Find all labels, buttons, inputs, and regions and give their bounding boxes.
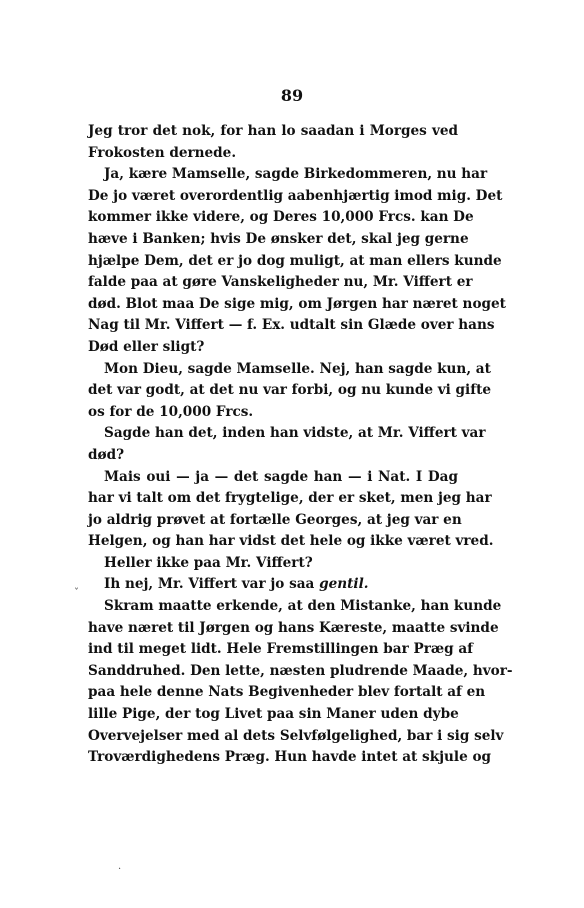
margin-speck: ˇ <box>74 588 79 599</box>
page-number: 89 <box>280 86 304 105</box>
text-line: Sanddruhed. Den lette, næsten pludrende Maade, hvor- <box>88 662 513 679</box>
text-line: Jeg tror det nok, for han lo saadan i Morges ved <box>88 123 458 139</box>
text-line: Død eller sligt? <box>88 338 205 355</box>
text-line: os for de 10,000 Frcs. <box>88 403 254 420</box>
text-line: hjælpe Dem, det er jo dog muligt, at man ellers kunde <box>88 252 502 269</box>
italic-word: gentil. <box>319 576 369 593</box>
text-line: Troværdighedens Præg. Hun havde intet at skjule og <box>88 749 492 766</box>
text-line: Mais oui — ja — det sagde han — i Nat. I Dag <box>104 468 458 485</box>
text-line: De jo været overordentlig aabenhjærtig imod mig. Det <box>88 187 503 204</box>
text-line: Sagde han det, inden han vidste, at Mr. Viffert var <box>104 425 486 442</box>
text-line: ind til meget lidt. Hele Fremstillingen bar Præg af <box>88 641 474 658</box>
text-line: Heller ikke paa Mr. Viffert? <box>104 554 313 571</box>
text-line: død? <box>88 446 125 463</box>
text-line: Skram maatte erkende, at den Mistanke, han kunde <box>104 598 502 615</box>
scan-speck: · <box>118 864 122 875</box>
body-text <box>88 121 513 769</box>
text-line: have næret til Jørgen og hans Kæreste, maatte svinde <box>88 619 499 636</box>
text-line: jo aldrig prøvet at fortælle Georges, at jeg var en <box>88 511 462 528</box>
text-line: det var godt, at det nu var forbi, og nu kunde vi gifte <box>88 382 492 399</box>
text-line: Overvejelser med al dets Selvfølgelighed, bar i sig selv <box>88 727 504 744</box>
text-line: Ja, kære Mamselle, sagde Birkedommeren, nu har <box>104 166 488 183</box>
text-line: Helgen, og han har vidst det hele og ikke været vred. <box>88 533 494 550</box>
text-line: Mon Dieu, sagde Mamselle. Nej, han sagde kun, at <box>104 360 491 377</box>
text-line: hæve i Banken; hvis De ønsker det, skal jeg gerne <box>88 230 469 247</box>
text-line: har vi talt om det frygtelige, der er sket, men jeg har <box>88 490 492 507</box>
text-line: Ih nej, Mr. Viffert var jo saa gentil. <box>104 576 369 593</box>
text-line: falde paa at gøre Vanskeligheder nu, Mr. Viffert er <box>88 274 473 291</box>
text-line: Frokosten dernede. <box>88 144 237 161</box>
text-line: lille Pige, der tog Livet paa sin Maner uden dybe <box>88 706 459 723</box>
text-line: paa hele denne Nats Begivenheder blev fortalt af en <box>88 684 486 701</box>
text-line: død. Blot maa De sige mig, om Jørgen har næret noget <box>88 295 506 312</box>
text-line: Nag til Mr. Viffert — f. Ex. udtalt sin Glæde over hans <box>88 317 495 334</box>
text-line: kommer ikke videre, og Deres 10,000 Frcs. kan De <box>88 209 474 226</box>
